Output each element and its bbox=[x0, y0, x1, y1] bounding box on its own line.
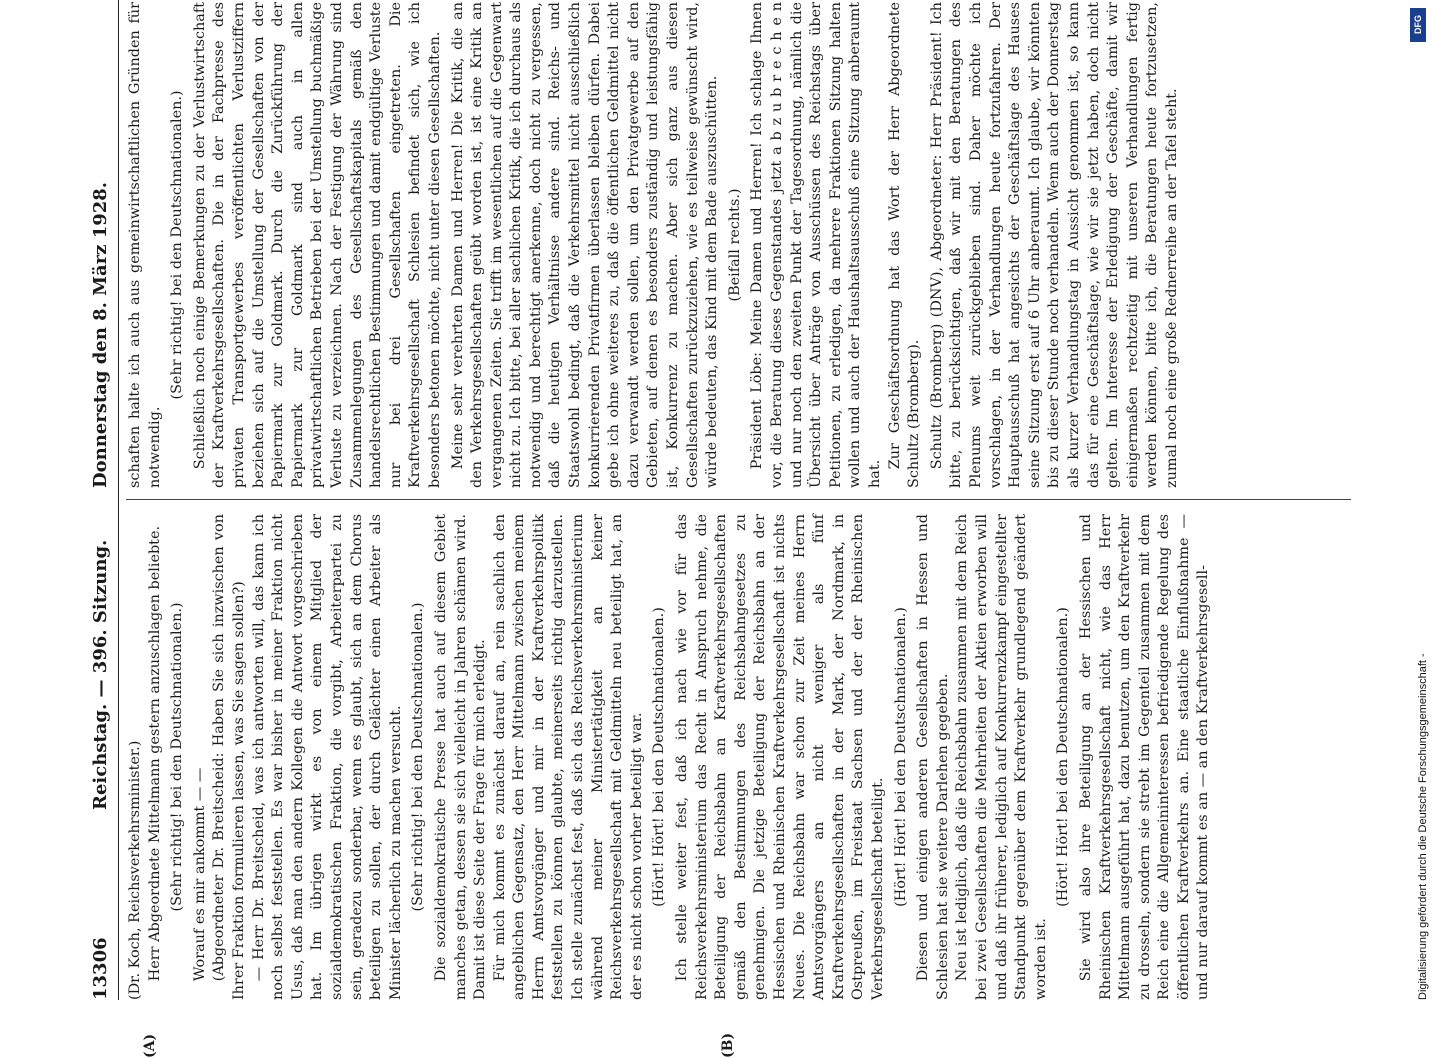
interjection: (Hört! Hört! bei den Deutschnationalen.) bbox=[1055, 607, 1072, 907]
interjection: (Beifall rechts.) bbox=[726, 188, 743, 302]
paragraph: Schließlich noch einige Bemerkungen zu der Verlustwirtschaft der Kraftverkehrsgesellschaften. Die in der Fachpresse des privaten Transportgewerbes veröffentlichten Verlustziffern beziehen sich auf die Umstellung der Gesellschaften von der Papiermark zur Goldmark. Durch die Zurückführung der Papiermark zur Goldmark sind auch in allen privatwirtschaftlichen Betrieben bei der Umstellung buchmäßige Verluste zu verzeichnen. Nach der Festigung der Währung sind Zusammenlegungen des Gesellschaftskapitals gemäß den handelsrechtlichen Bestimmungen und damit endgültige Verluste nur bei drei Gesellschaften eingetreten. Die Kraftverkehrsgesellschaft Schlesien befindet sich, wie ich besonders betonen möchte, nicht unter diesen Gesellschaften. bbox=[191, 2, 443, 488]
paragraph: Meine sehr verehrten Damen und Herren! Die Kritik, die an den Verkehrsgesellschaften geübt worden ist, ist eine Kritik an vergangenen Zeiten. Sie trifft im wesentlichen auf die Gegenwart nicht zu. Ich bitte, bei aller sachlichen Kritik, die ich durchaus als notwendig und berechtigt anerkenne, doch nicht zu vergessen, daß die heutigen Verhältnisse andere sind. Reichs- und Staatswohl bedingt, daß die Verkehrsmittel nicht ausschließlich konkurrierenden Privatfirmen überlassen bleiben dürfen. Dabei gebe ich ohne weiteres zu, daß die öffentlichen Geldmittel nicht dazu verwandt werden sollen, um den Privatgewerbe auf den Gebieten, auf denen es besonders zuständig und leistungsfähig ist, Konkurrenz zu machen. Aber sich ganz aus diesen Gesellschaften zurückzuziehen, wie es teilweise gewünscht wird, würde bedeuten, das Kind mit dem Bade auszuschütten. bbox=[449, 2, 721, 488]
speaker-note: (Dr. Koch, Reichsverkehrsminister.) bbox=[127, 740, 143, 1000]
paragraph: Zur Geschäftsordnung hat das Wort der Herr Abgeordnete Schultz (Bromberg). bbox=[886, 2, 923, 488]
paragraph: Die sozialdemokratische Presse hat auch auf diesem Gebiet manches getan, dessen sie sich vielleicht in Jahren schämen wird. Damit ist diese Seite der Frage für mich erledigt. bbox=[432, 514, 489, 1000]
paragraph: Neu ist lediglich, daß die Reichsbahn zusammen mit dem Reich bei zwei Gesellschaften die Mehrheiten der Aktien erworben will und daß ihr früherer, lediglich auf Konkurrenzkampf eingestellter Standpunkt gegenüber dem Kraftverkehr grundlegend geändert worden ist. bbox=[954, 514, 1049, 1000]
paragraph: — Herr Dr. Breitscheid, was ich antworten will, das kann ich noch selbst feststellen. Es war bisher in meiner Fraktion nicht Usus, daß man den andern Kollegen die Antwort vorgeschrieben hat. Im übrigen wirkt es von einem Mitglied der sozialdemokratischen Fraktion, die vorgibt, Arbeiterpartei zu sein, geradezu sonderbar, wenn es glaubt, sich an dem Chorus beteiligen zu sollen, der durch Gelächter einen Arbeiter als Minister lächerlich zu machen versucht. bbox=[250, 514, 404, 1000]
paragraph: schaften halte ich auch aus gemeinwirtschaftlichen Gründen für notwendig. bbox=[127, 2, 163, 488]
interjection: (Abgeordneter Dr. Breitscheid: Haben Sie sich inzwischen von Ihrer Fraktion formulieren lassen, was Sie sagen sollen?) bbox=[211, 514, 247, 1000]
paragraph: Diesen und einigen anderen Gesellschaften in Hessen und Schlesien hat sie weitere Darlehen gegeben. bbox=[915, 514, 951, 1000]
paragraph: Für mich kommt es zunächst darauf an, rein sachlich den angeblichen Gegensatz, den Herr Mittelmann zwischen meinem Herrn Amtsvorgänger und mir in der Kraftverkehrspolitik feststellen zu können glaubte, meinerseits richtig darzustellen. Ich stelle zunächst fest, daß sich das Reichsverkehrsministerium während meiner Ministertätigkeit an keiner Reichsverkehrsgesellschaft mit Geldmitteln neu beteiligt hat, an der es nicht schon vorher beteiligt war. bbox=[491, 514, 645, 1000]
interjection: (Sehr richtig! bei den Deutschnationalen.) bbox=[410, 602, 427, 912]
left-column bbox=[126, 514, 1214, 1000]
dfg-logo: DFG bbox=[1410, 8, 1426, 42]
margin-mark-b: (B) bbox=[720, 1032, 736, 1058]
paragraph: Präsident Löbe: Meine Damen und Herren! Ich schlage Ihnen vor, die Beratung dieses Gegenstandes jetzt a b z u b r e c h e n und nur noch den zweiten Punkt der Tagesordnung, nämlich die Übersicht über Anträge von Ausschüssen des Reichstags über Petitionen, zu erledigen, da mehrere Fraktionen Sitzung halten wollen und auch der Haushaltsausschuß eine Sitzung anberaumt hat. bbox=[749, 2, 883, 488]
header-title: Reichstag. — 396. Sitzung. bbox=[90, 539, 111, 810]
paragraph: Schultz (Bromberg) (DNV), Abgeordneter: Herr Präsident! Ich bitte, zu berücksichtigen, daß wir mit den Beratungen des Plenums weit zurückgeblieben sind. Daher möchte ich vorschlagen, in der Verhandlungen heute fortzufahren. Der Hauptausschuß hat angesichts der Geschäftslage des Hauses seine Sitzung erst auf 6 Uhr anberaumt. Ich glaube, wir könnten bis zu dieser Stunde noch verhandeln. Wenn auch der Donnerstag als kurzer Verhandlungstag in Aussicht genommen ist, so kann das für eine Geschäftslage, wie wir sie jetzt haben, doch nicht gelten. Im Interesse der Erledigung der Geschäfte, damit wir einigermaßen rechtzeitig mit unseren Verhandlungen fertig werden können, bitte ich, die Beratungen heute fortzusetzen, zumal noch eine große Rednerreihe an der Tafel steht. bbox=[928, 2, 1180, 488]
paragraph: Herr Abgeordnete Mittelmann gestern anzuschlagen beliebte. bbox=[146, 525, 163, 982]
digitization-note: Digitalisierung gefördert durch die Deutsche Forschungsgemeinschaft - bbox=[1417, 653, 1429, 1000]
header-rule bbox=[118, 0, 119, 1000]
margin-mark-a: (A) bbox=[142, 1033, 158, 1058]
paragraph: Ich stelle weiter fest, daß ich nach wie vor für das Reichsverkehrsministerium das Recht in Anspruch nehme, die Beteiligung der Reichsbahn an Kraftverkehrsgesellschaften gemäß den Bestimmungen des Reichsbahngesetzes zu genehmigen. Die jetzige Beteiligung der Reichsbahn an der Hessischen und Rheinischen Kraftverkehrsgesellschaft ist nichts Neues. Die Reichsbahn war schon zur Zeit meines Herrn Amtsvorgängers an nicht weniger als fünf Kraftverkehrsgesellschaften in der Mark, der Nordmark, in Ostpreußen, im Freistaat Sachsen und der der Rheinischen Verkehrsgesellschaft beteiligt. bbox=[674, 514, 886, 1000]
page-number: 13306 bbox=[90, 937, 111, 1000]
interjection: (Hört! Hört! bei den Deutschnationalen.) bbox=[651, 607, 668, 907]
digitization-note-strip bbox=[1402, 0, 1432, 1000]
interjection: (Sehr richtig! bei den Deutschnationalen.) bbox=[169, 602, 186, 912]
interjection: (Sehr richtig! bei den Deutschnationalen.) bbox=[169, 90, 186, 400]
paragraph: Sie wird also ihre Beteiligung an der Hessischen und Rheinischen Kraftverkehrsgesellschaft nicht, wie das Herr Mittelmann ausgeführt hat, dazu benutzen, um den Kraftverkehr zu drosseln, sondern sie strebt im Gegenteil zusammen mit dem Reich eine die Allgemeininteressen befriedigende Regelung des öffentlichen Kraftverkehrs an. Eine staatliche Einflußnahme — und nur darauf kommt es an — an den Kraftverkehrsgesell- bbox=[1077, 514, 1212, 1000]
interjection: (Hört! Hört! bei den Deutschnationalen.) bbox=[892, 607, 909, 907]
page-header bbox=[90, 0, 120, 1000]
rotated-page bbox=[80, 0, 1350, 1058]
right-column bbox=[126, 2, 1182, 488]
header-date: Donnerstag den 8. März 1928. bbox=[90, 181, 111, 488]
paragraph: Worauf es mir ankommt — — bbox=[191, 767, 208, 982]
column-divider bbox=[126, 499, 1351, 500]
